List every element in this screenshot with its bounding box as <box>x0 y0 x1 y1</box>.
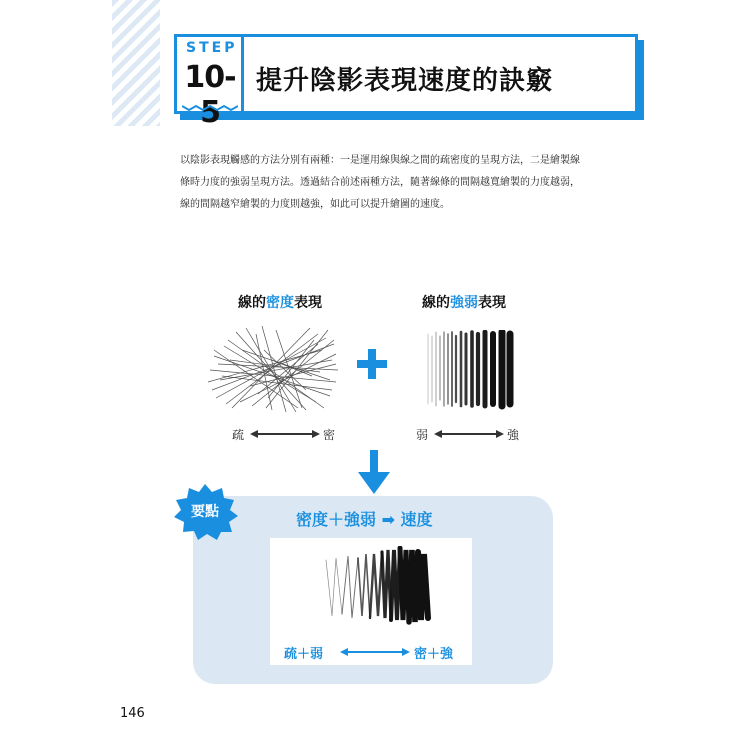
density-scale-right: 密 <box>323 428 336 442</box>
strength-title-after: 表現 <box>478 295 506 311</box>
density-title-highlight: 密度 <box>266 295 294 311</box>
strength-double-arrow-icon <box>434 429 504 439</box>
density-double-arrow-icon <box>250 429 320 439</box>
intro-paragraph: 以陰影表現觸感的方法分別有兩種：一是運用線與線之間的疏密度的呈現方法，二是繪製線條時力度的強弱呈現方法。透過結合前述兩種方法，隨著線條的間隔越寬繪製的力度越弱，線的間隔越窄繪製的力度則越強，如此可以提升繪圖的速度。 <box>180 155 580 210</box>
plus-icon <box>357 349 387 379</box>
density-title-before: 線的 <box>238 295 266 311</box>
key-point-formula: 密度＋強弱 ➡ 速度 <box>296 510 433 529</box>
key-point-scale-right: 密＋強 <box>414 647 454 662</box>
density-title-after: 表現 <box>294 295 322 311</box>
strength-scale-left: 弱 <box>416 428 429 442</box>
strength-title-before: 線的 <box>422 295 450 311</box>
step-label: STEP <box>186 40 238 56</box>
combined-sketch <box>322 546 434 626</box>
wave-decoration-icon <box>182 104 238 112</box>
page-number: 146 <box>120 706 145 721</box>
strength-sketch <box>424 330 516 410</box>
key-point-scale-left: 疏＋弱 <box>284 647 324 662</box>
key-point-badge-label: 要點 <box>191 504 219 520</box>
key-point-double-arrow-icon <box>340 647 410 657</box>
density-sketch <box>206 320 340 414</box>
density-scale-left: 疏 <box>232 428 245 442</box>
page-title: 提升陰影表現速度的訣竅 <box>256 66 554 96</box>
decorative-stripes <box>112 0 160 126</box>
strength-panel-title <box>422 292 506 312</box>
density-panel-title <box>238 292 322 312</box>
strength-scale-right: 強 <box>507 428 520 442</box>
down-arrow-icon <box>358 450 390 494</box>
step-number: 10-5 <box>184 60 236 130</box>
strength-title-highlight: 強弱 <box>450 295 478 311</box>
